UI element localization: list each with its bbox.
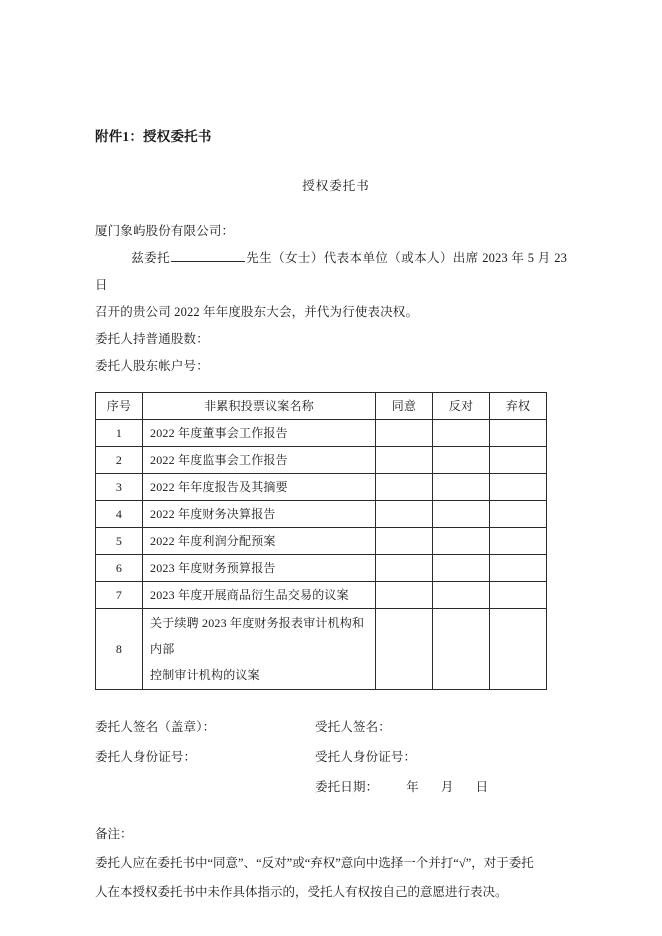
- document-title: 授权委托书: [302, 178, 370, 193]
- cell-proposal-line2: 控制审计机构的议案: [150, 667, 260, 682]
- attachment-heading: 附件1：授权委托书: [95, 129, 212, 144]
- table-row: [96, 527, 547, 554]
- table-row: [96, 446, 547, 473]
- cell-no: 1: [96, 419, 143, 446]
- cell-no: 8: [96, 608, 143, 689]
- cell-proposal: 2023 年度财务预算报告: [143, 554, 376, 581]
- cell-proposal: 2022 年年度报告及其摘要: [143, 473, 376, 500]
- cell-against[interactable]: [433, 446, 490, 473]
- cell-no: 7: [96, 581, 143, 608]
- cell-agree[interactable]: [376, 473, 433, 500]
- date-year-unit: 年: [406, 779, 419, 794]
- table-row: [96, 581, 547, 608]
- cell-abstain[interactable]: [490, 608, 547, 689]
- cell-abstain[interactable]: [490, 419, 547, 446]
- cell-against[interactable]: [433, 554, 490, 581]
- cell-no: 4: [96, 500, 143, 527]
- cell-no: 3: [96, 473, 143, 500]
- cell-agree[interactable]: [376, 419, 433, 446]
- cell-proposal: 2022 年度董事会工作报告: [143, 419, 376, 446]
- entrust-paragraph-line2: 召开的贵公司 2022 年年度股东大会，并代为行使表决权。: [95, 304, 419, 319]
- remarks-text-line1: 委托人应在委托书中“同意”、“反对”或“弃权”意向中选择一个并打“√”，对于委托: [95, 855, 534, 870]
- table-row: [96, 473, 547, 500]
- date-spacer: [95, 772, 315, 802]
- shareholder-account-label: 委托人股东帐户号：: [95, 358, 209, 373]
- consignor-signature-label: 委托人签名（盖章）：: [95, 719, 216, 734]
- table-row: [96, 419, 547, 446]
- cell-agree[interactable]: [376, 608, 433, 689]
- trustee-signature-label: 受托人签名：: [315, 719, 391, 734]
- entrust-suffix-text: 先生（女士）代表本单位（或本人）出席 2023 年 5 月 23 日: [95, 250, 567, 292]
- signature-row-names: [95, 712, 567, 742]
- cell-abstain[interactable]: [490, 527, 547, 554]
- cell-agree[interactable]: [376, 554, 433, 581]
- cell-proposal-line1: 关于续聘 2023 年度财务报表审计机构和内部: [150, 615, 365, 656]
- cell-abstain[interactable]: [490, 446, 547, 473]
- cell-abstain[interactable]: [490, 500, 547, 527]
- cell-against[interactable]: [433, 500, 490, 527]
- date-month-unit: 月: [440, 779, 454, 794]
- header-no: 序号: [96, 392, 143, 419]
- cell-no: 2: [96, 446, 143, 473]
- shares-held-label: 委托人持普通股数：: [95, 331, 209, 346]
- cell-against[interactable]: [433, 581, 490, 608]
- cell-proposal: 2022 年度财务决算报告: [143, 500, 376, 527]
- cell-against[interactable]: [433, 473, 490, 500]
- entrust-date-line: [315, 772, 567, 802]
- cell-against[interactable]: [433, 419, 490, 446]
- cell-proposal: [143, 608, 376, 689]
- header-against: 反对: [433, 392, 490, 419]
- header-agree: 同意: [376, 392, 433, 419]
- trustee-id-label: 受托人身份证号：: [315, 749, 417, 764]
- entrust-paragraph: [95, 245, 567, 299]
- remarks-label: 备注：: [95, 826, 133, 841]
- signature-row-date: [95, 772, 567, 802]
- cell-agree[interactable]: [376, 446, 433, 473]
- cell-abstain[interactable]: [490, 554, 547, 581]
- cell-no: 6: [96, 554, 143, 581]
- cell-proposal: 2022 年度利润分配预案: [143, 527, 376, 554]
- header-proposal: 非累积投票议案名称: [143, 392, 376, 419]
- remarks-section: [95, 820, 567, 907]
- table-row: [96, 554, 547, 581]
- cell-agree[interactable]: [376, 500, 433, 527]
- entrust-date-label: 委托日期：: [315, 779, 379, 794]
- signature-row-ids: [95, 742, 567, 772]
- cell-abstain[interactable]: [490, 581, 547, 608]
- cell-proposal: 2022 年度监事会工作报告: [143, 446, 376, 473]
- header-abstain: 弃权: [490, 392, 547, 419]
- document-content: [95, 128, 567, 907]
- cell-agree[interactable]: [376, 581, 433, 608]
- voting-table: [95, 392, 547, 690]
- cell-agree[interactable]: [376, 527, 433, 554]
- cell-abstain[interactable]: [490, 473, 547, 500]
- cell-proposal: 2023 年度开展商品衍生品交易的议案: [143, 581, 376, 608]
- consignor-id-label: 委托人身份证号：: [95, 749, 197, 764]
- table-row: [96, 500, 547, 527]
- remarks-text-line2: 人在本授权委托书中未作具体指示的，受托人有权按自己的意愿进行表决。: [95, 884, 508, 899]
- table-row: [96, 608, 547, 689]
- cell-against[interactable]: [433, 608, 490, 689]
- table-header-row: [96, 392, 547, 419]
- delegate-name-blank[interactable]: [171, 249, 245, 262]
- addressee-line: 厦门象屿股份有限公司：: [95, 223, 235, 238]
- entrust-prefix-text: 兹委托: [131, 250, 170, 265]
- cell-no: 5: [96, 527, 143, 554]
- signature-block: [95, 712, 567, 802]
- date-day-unit: 日: [475, 779, 489, 794]
- cell-against[interactable]: [433, 527, 490, 554]
